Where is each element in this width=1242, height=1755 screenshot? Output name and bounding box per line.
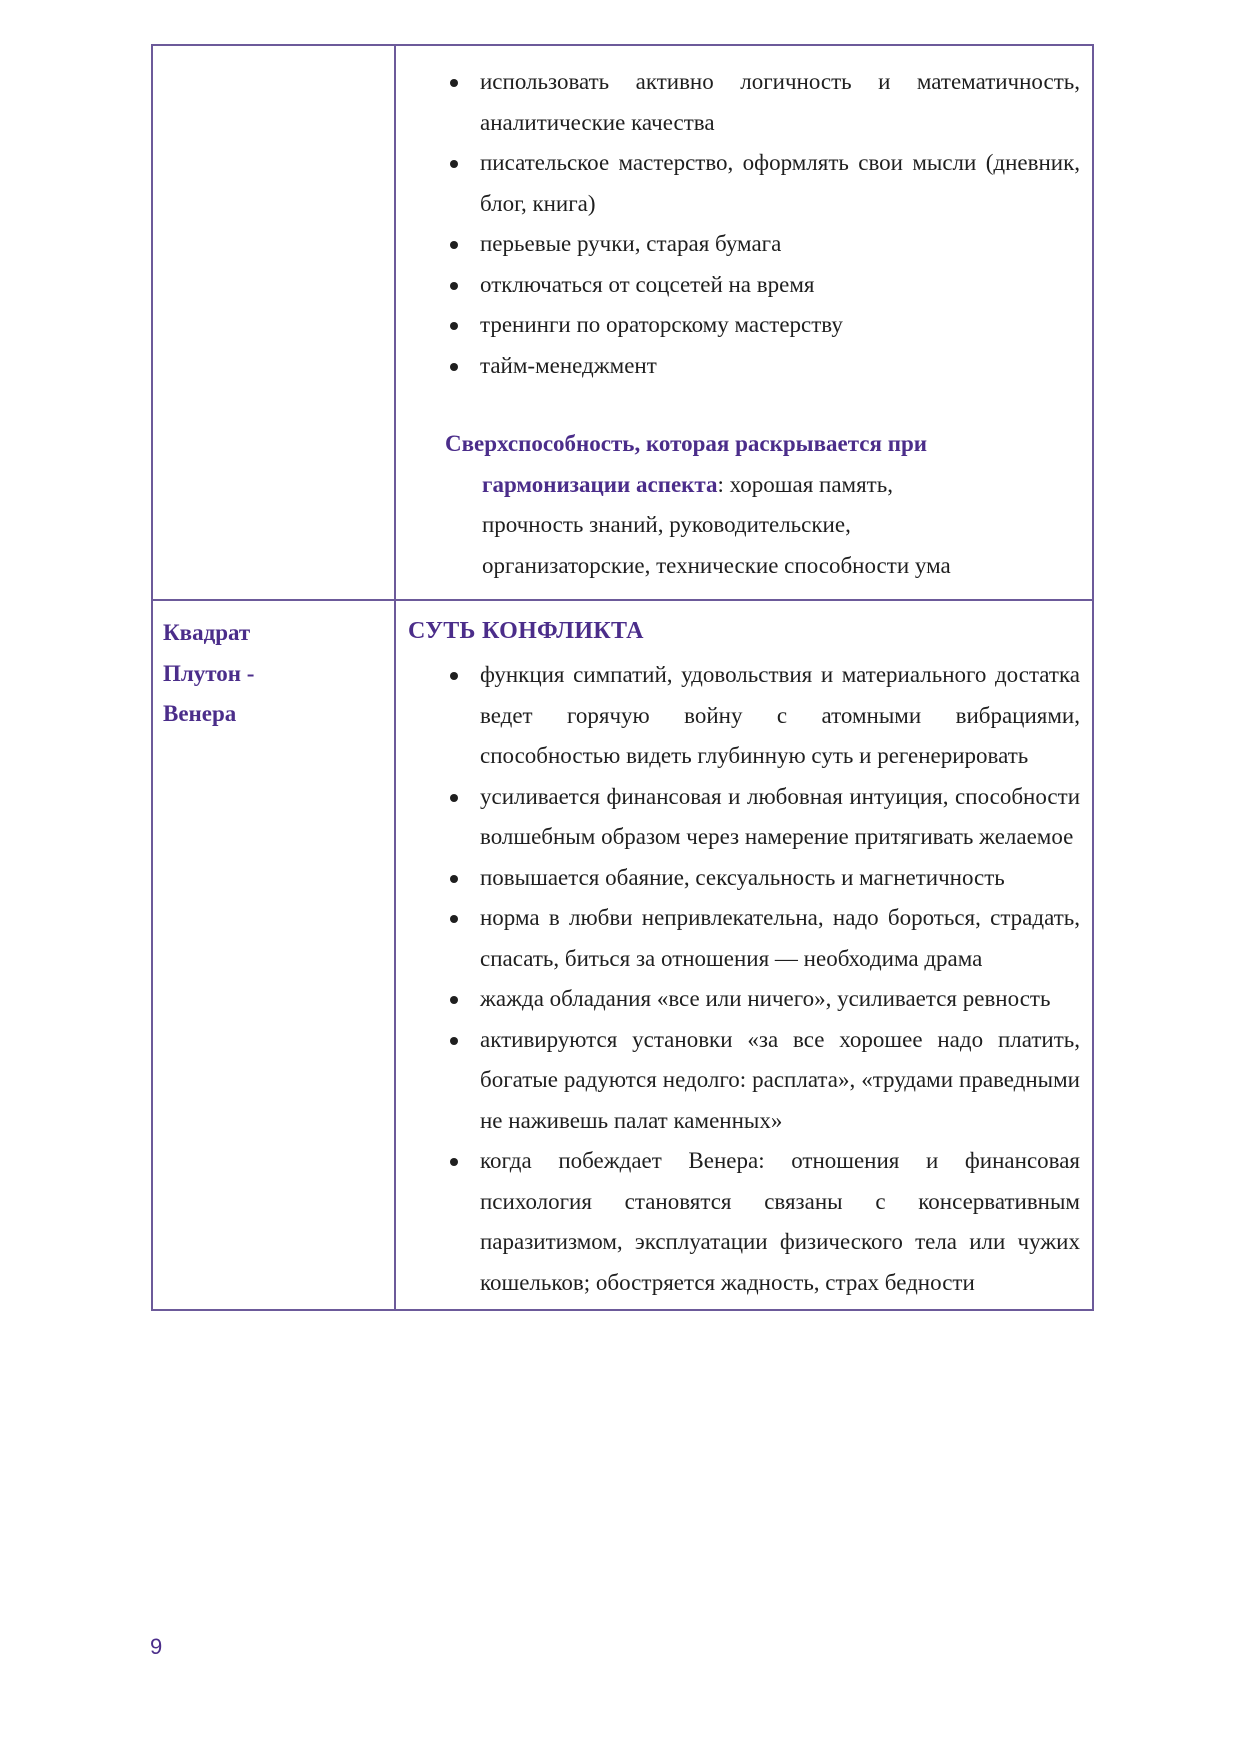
list-item: когда побеждает Венера: отношения и финансовая психология становятся связаны с консервативным паразитизмом, эксплуатации физического тела или чужих кошельков; обостряется жадность, страх бедности <box>408 1141 1080 1303</box>
bullet-icon <box>450 672 458 680</box>
bullet-icon <box>450 1158 458 1166</box>
conflict-list <box>408 655 1080 1303</box>
conflict-cell <box>395 600 1093 1310</box>
list-item: тренинги по ораторскому мастерству <box>408 305 1080 346</box>
aspect-table <box>151 44 1094 1311</box>
list-item: функция симпатий, удовольствия и материального достатка ведет горячую войну с атомными вибрациями, способностью видеть глубинную суть и регенерировать <box>408 655 1080 777</box>
recommendations-cell <box>395 45 1093 600</box>
list-item: повышается обаяние, сексуальность и магнетичность <box>408 858 1080 899</box>
list-item: использовать активно логичность и математичность, аналитические качества <box>408 62 1080 143</box>
bullet-icon <box>450 322 458 330</box>
superpower-heading: Сверхспособность, которая раскрывается при <box>445 431 927 456</box>
aspect-title: Квадрат Плутон - Венера <box>163 620 255 726</box>
bullet-icon <box>450 996 458 1004</box>
list-item: жажда обладания «все или ничего», усиливается ревность <box>408 979 1080 1020</box>
page-number: 9 <box>150 1634 163 1659</box>
superpower-text-line: прочность знаний, руководительские, <box>482 512 851 537</box>
recommendations-list <box>408 62 1080 386</box>
bullet-icon <box>450 1037 458 1045</box>
list-item: активируются установки «за все хорошее надо платить, богатые радуются недолго: расплата», «трудами праведными не наживешь палат каменных» <box>408 1020 1080 1142</box>
bullet-icon <box>450 363 458 371</box>
section-title: СУТЬ КОНФЛИКТА <box>408 618 644 644</box>
list-item: тайм-менеджмент <box>408 346 1080 387</box>
table-row <box>152 600 1093 1310</box>
superpower-heading-cont: гармонизации аспекта <box>482 471 718 497</box>
aspect-cell-empty <box>152 45 395 600</box>
superpower-text: : хорошая память, <box>717 471 893 497</box>
bullet-icon <box>450 915 458 923</box>
bullet-icon <box>450 79 458 87</box>
superpower-text-line: организаторские, технические способности ума <box>482 552 951 578</box>
list-item: усиливается финансовая и любовная интуиция, способности волшебным образом через намерение притягивать желаемое <box>408 777 1080 858</box>
bullet-icon <box>450 794 458 802</box>
list-item: отключаться от соцсетей на время <box>408 265 1080 306</box>
bullet-icon <box>450 282 458 290</box>
aspect-cell <box>152 600 395 1310</box>
bullet-icon <box>450 241 458 249</box>
bullet-icon <box>450 875 458 883</box>
table-row <box>152 45 1093 600</box>
superpower-paragraph <box>408 424 1080 586</box>
bullet-icon <box>450 160 458 168</box>
list-item: норма в любви непривлекательна, надо бороться, страдать, спасать, биться за отношения — необходима драма <box>408 898 1080 979</box>
list-item: писательское мастерство, оформлять свои мысли (дневник, блог, книга) <box>408 143 1080 224</box>
list-item: перьевые ручки, старая бумага <box>408 224 1080 265</box>
